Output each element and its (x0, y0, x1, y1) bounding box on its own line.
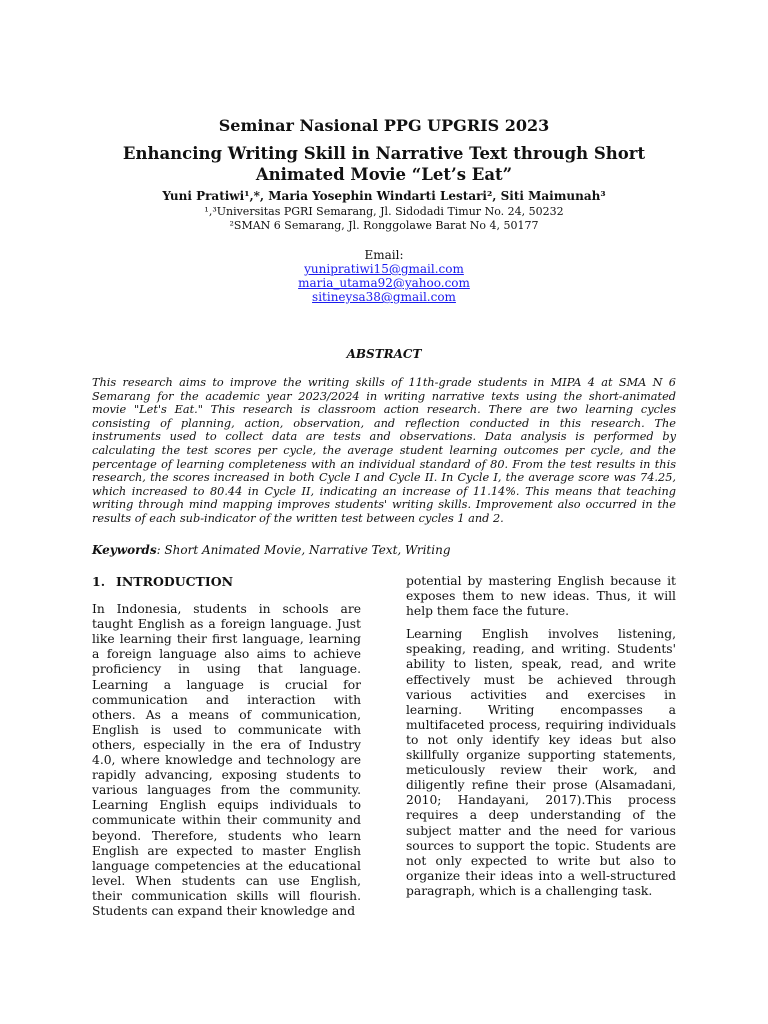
intro-paragraph-2: potential by mastering English because it exposes them to new ideas. Thus, it will help them face the future. (406, 574, 676, 619)
email-link-1[interactable]: yunipratiwi15@gmail.com (304, 262, 464, 276)
email-label: Email: (364, 248, 404, 262)
affiliation-2: ²SMAN 6 Semarang, Jl. Ronggolawe Barat No 4, 50177 (229, 219, 539, 232)
affiliation-1: ¹,³Universitas PGRI Semarang, Jl. Sidodadi Timur No. 24, 50232 (204, 205, 564, 218)
abstract-body: This research aims to improve the writing skills of 11th-grade students in MIPA 4 at SMA N 6 Semarang for the academic year 2023/2024 in writing narrative texts using the short-animated movie "Let's Eat." This research is classroom action research. There are two learning cycles consisting of planning, action, observation, and reflection conducted in this research. The instruments used to collect data are tests and observations. Data analysis is performed by calculating the test scores per cycle, the average student learning outcomes per cycle, and the percentage of learning completeness with an individual standard of 80. From the test results in this research, the scores increased in both Cycle I and Cycle II. In Cycle I, the average score was 74.25, which increased to 80.44 in Cycle II, indicating an increase of 11.14%. This means that teaching writing through mind mapping improves students' writing skills. Improvement also occurred in the results of each sub-indicator of the written test between cycles 1 and 2. (92, 376, 676, 525)
keywords-line (92, 543, 676, 557)
keywords-value: : Short Animated Movie, Narrative Text, Writing (156, 543, 451, 557)
abstract-heading: ABSTRACT (346, 347, 422, 361)
section-heading-introduction (92, 574, 361, 589)
email-link-2[interactable]: maria_utama92@yahoo.com (298, 276, 470, 290)
author-list: Yuni Pratiwi¹,*, Maria Yosephin Windarti Lestari², Siti Maimunah³ (162, 189, 606, 203)
seminar-name: Seminar Nasional PPG UPGRIS 2023 (218, 116, 550, 135)
section-title: INTRODUCTION (116, 574, 234, 589)
intro-paragraph-3: Learning English involves listening, speaking, reading, and writing. Students' ability to listen, speak, read, and write effectively must be achieved through various activities and exercises in learning. Writing encompasses a multifaceted process, requiring individuals to not only identify key ideas but also skillfully organize supporting statements, meticulously review their work, and diligently refine their prose (Alsamadani, 2010; Handayani, 2017).This process requires a deep understanding of the subject matter and the need for various sources to support the topic. Students are not only expected to write but also to organize their ideas into a well-structured paragraph, which is a challenging task. (406, 627, 676, 898)
intro-paragraph-1: In Indonesia, students in schools are taught English as a foreign language. Just like learning their first language, learning a foreign language also aims to achieve proficiency in using that language. Learning a language is crucial for communication and interaction with others. As a means of communication, English is used to communicate with others, especially in the era of Industry 4.0, where knowledge and technology are rapidly advancing, exposing students to various languages from the community. Learning English equips individuals to communicate within their community and beyond. Therefore, students who learn English are expected to master English language competencies at the educational level. When students can use English, their communication skills will flourish. Students can expand their knowledge and (92, 602, 361, 918)
paper-title: Enhancing Writing Skill in Narrative Text through Short Animated Movie “Let’s Eat” (122, 144, 646, 184)
left-column (92, 574, 361, 927)
email-block (0, 248, 768, 304)
right-column (406, 574, 676, 907)
keywords-label: Keywords (92, 543, 157, 557)
section-number: 1. (92, 574, 106, 589)
email-link-3[interactable]: sitineysa38@gmail.com (312, 290, 456, 304)
